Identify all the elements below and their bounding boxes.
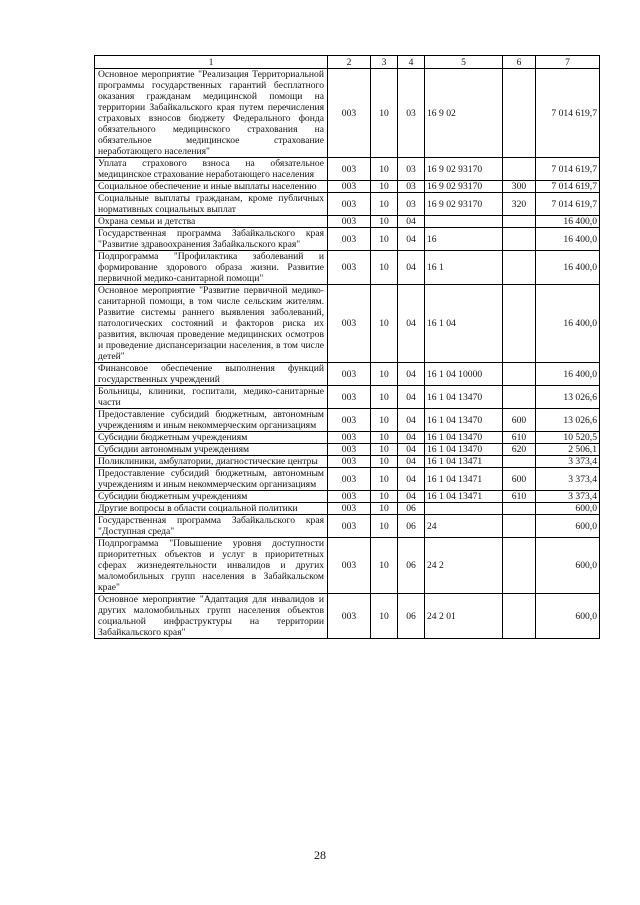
target-article-code: 16: [425, 228, 503, 251]
target-article-code: 16 1 04 10000: [425, 363, 503, 386]
expense-type-code: 610: [503, 491, 536, 503]
section-code: 10: [371, 216, 398, 228]
row-name: Поликлиники, амбулатории, диагностические центры: [95, 456, 328, 468]
column-header: 1: [95, 56, 328, 69]
target-article-code: 16 9 02 93170: [425, 193, 503, 216]
table-row: [95, 216, 600, 228]
target-article-code: 16 1 04 13470: [425, 444, 503, 456]
section-code: 10: [371, 158, 398, 181]
ministry-code: 003: [328, 491, 371, 503]
table-row: [95, 538, 600, 594]
expense-type-code: [503, 538, 536, 594]
table-row: [95, 444, 600, 456]
column-header: 3: [371, 56, 398, 69]
subsection-code: 04: [398, 491, 425, 503]
expense-type-code: [503, 285, 536, 363]
expense-type-code: 600: [503, 468, 536, 491]
target-article-code: 16 9 02: [425, 69, 503, 158]
table-row: [95, 468, 600, 491]
row-name: Охрана семьи и детства: [95, 216, 328, 228]
section-code: 10: [371, 503, 398, 515]
amount: 600,0: [536, 538, 600, 594]
ministry-code: 003: [328, 158, 371, 181]
target-article-code: 24 2 01: [425, 594, 503, 639]
table-row: [95, 285, 600, 363]
ministry-code: 003: [328, 228, 371, 251]
expense-type-code: 300: [503, 181, 536, 193]
table-row: [95, 69, 600, 158]
section-code: 10: [371, 251, 398, 285]
table-row: [95, 456, 600, 468]
ministry-code: 003: [328, 216, 371, 228]
page-number: 28: [314, 848, 326, 862]
ministry-code: 003: [328, 432, 371, 444]
row-name: Государственная программа Забайкальского края "Развитие здравоохранения Забайкальского края": [95, 228, 328, 251]
amount: 7 014 619,7: [536, 69, 600, 158]
expense-type-code: [503, 515, 536, 538]
expense-type-code: [503, 363, 536, 386]
expense-type-code: [503, 386, 536, 409]
ministry-code: 003: [328, 515, 371, 538]
row-name: Субсидии бюджетным учреждениям: [95, 432, 328, 444]
table-row: [95, 594, 600, 639]
table-row: [95, 228, 600, 251]
expense-type-code: 620: [503, 444, 536, 456]
section-code: 10: [371, 363, 398, 386]
ministry-code: 003: [328, 594, 371, 639]
expense-type-code: [503, 503, 536, 515]
column-header: 7: [536, 56, 600, 69]
subsection-code: 04: [398, 409, 425, 432]
table-row: [95, 386, 600, 409]
amount: 16 400,0: [536, 216, 600, 228]
table-row: [95, 363, 600, 386]
target-article-code: 16 1 04 13470: [425, 409, 503, 432]
amount: 600,0: [536, 594, 600, 639]
target-article-code: 16 1: [425, 251, 503, 285]
amount: 16 400,0: [536, 228, 600, 251]
target-article-code: 24: [425, 515, 503, 538]
section-code: 10: [371, 491, 398, 503]
row-name: Финансовое обеспечение выполнения функций государственных учреждений: [95, 363, 328, 386]
expense-type-code: [503, 69, 536, 158]
amount: 10 520,5: [536, 432, 600, 444]
ministry-code: 003: [328, 285, 371, 363]
amount: 2 506,1: [536, 444, 600, 456]
amount: 13 026,6: [536, 409, 600, 432]
subsection-code: 03: [398, 158, 425, 181]
amount: 16 400,0: [536, 285, 600, 363]
section-code: 10: [371, 386, 398, 409]
subsection-code: 04: [398, 285, 425, 363]
subsection-code: 06: [398, 515, 425, 538]
subsection-code: 04: [398, 216, 425, 228]
expense-type-code: [503, 594, 536, 639]
section-code: 10: [371, 228, 398, 251]
row-name: Основное мероприятие "Реализация Территориальной программы государственных гарантий бесплатного оказания гражданам медицинской помощи на территории Забайкальского края путем перечисления страховых взносов бюджету Федерального фонда обязательного медицинского страхования на обязательное медицинское страхование неработающего населения": [95, 69, 328, 158]
section-code: 10: [371, 285, 398, 363]
ministry-code: 003: [328, 409, 371, 432]
budget-table: [94, 55, 600, 639]
ministry-code: 003: [328, 69, 371, 158]
amount: 7 014 619,7: [536, 181, 600, 193]
row-name: Предоставление субсидий бюджетным, автономным учреждениям и иным некоммерческим организациям: [95, 468, 328, 491]
amount: 600,0: [536, 515, 600, 538]
amount: 16 400,0: [536, 251, 600, 285]
ministry-code: 003: [328, 251, 371, 285]
subsection-code: 04: [398, 456, 425, 468]
row-name: Другие вопросы в области социальной политики: [95, 503, 328, 515]
target-article-code: 16 1 04 13471: [425, 468, 503, 491]
target-article-code: 24 2: [425, 538, 503, 594]
amount: 600,0: [536, 503, 600, 515]
expense-type-code: [503, 251, 536, 285]
table-row: [95, 515, 600, 538]
row-name: Социальное обеспечение и иные выплаты населению: [95, 181, 328, 193]
row-name: Основное мероприятие "Адаптация для инвалидов и других маломобильных групп населения объектов социальной инфраструктуры на территории Забайкальского края": [95, 594, 328, 639]
section-code: 10: [371, 432, 398, 444]
table-row: [95, 503, 600, 515]
expense-type-code: 600: [503, 409, 536, 432]
subsection-code: 04: [398, 444, 425, 456]
ministry-code: 003: [328, 444, 371, 456]
row-name: Предоставление субсидий бюджетным, автономным учреждениям и иным некоммерческим организациям: [95, 409, 328, 432]
row-name: Государственная программа Забайкальского края "Доступная среда": [95, 515, 328, 538]
row-name: Уплата страхового взноса на обязательное медицинское страхование неработающего населения: [95, 158, 328, 181]
subsection-code: 04: [398, 363, 425, 386]
row-name: Субсидии автономным учреждениям: [95, 444, 328, 456]
section-code: 10: [371, 193, 398, 216]
ministry-code: 003: [328, 456, 371, 468]
column-header: 2: [328, 56, 371, 69]
section-code: 10: [371, 456, 398, 468]
target-article-code: 16 1 04: [425, 285, 503, 363]
section-code: 10: [371, 69, 398, 158]
table-row: [95, 181, 600, 193]
amount: 7 014 619,7: [536, 158, 600, 181]
subsection-code: 06: [398, 503, 425, 515]
target-article-code: 16 1 04 13470: [425, 386, 503, 409]
table-row: [95, 409, 600, 432]
table-row: [95, 432, 600, 444]
section-code: 10: [371, 538, 398, 594]
amount: 7 014 619,7: [536, 193, 600, 216]
ministry-code: 003: [328, 503, 371, 515]
subsection-code: 04: [398, 468, 425, 491]
expense-type-code: 610: [503, 432, 536, 444]
target-article-code: [425, 503, 503, 515]
target-article-code: 16 9 02 93170: [425, 181, 503, 193]
section-code: 10: [371, 181, 398, 193]
target-article-code: 16 1 04 13471: [425, 456, 503, 468]
subsection-code: 04: [398, 228, 425, 251]
subsection-code: 03: [398, 181, 425, 193]
table-body: [95, 69, 600, 639]
subsection-code: 04: [398, 386, 425, 409]
amount: 16 400,0: [536, 363, 600, 386]
amount: 13 026,6: [536, 386, 600, 409]
table-row: [95, 193, 600, 216]
subsection-code: 03: [398, 69, 425, 158]
section-code: 10: [371, 515, 398, 538]
table-row: [95, 251, 600, 285]
row-name: Основное мероприятие "Развитие первичной медико-санитарной помощи, в том числе сельским жителям. Развитие системы раннего выявления заболеваний, патологических состояний и факторов риска их развития, включая проведение медицинских осмотров и проведение диспансеризации населения, в том числе детей": [95, 285, 328, 363]
row-name: Подпрограмма "Профилактика заболеваний и формирование здорового образа жизни. Развитие первичной медико-санитарной помощи": [95, 251, 328, 285]
amount: 3 373,4: [536, 468, 600, 491]
subsection-code: 06: [398, 594, 425, 639]
column-header: 4: [398, 56, 425, 69]
expense-type-code: 320: [503, 193, 536, 216]
expense-type-code: [503, 228, 536, 251]
section-code: 10: [371, 409, 398, 432]
ministry-code: 003: [328, 468, 371, 491]
row-name: Подпрограмма "Повышение уровня доступности приоритетных объектов и услуг в приоритетных сферах жизнедеятельности инвалидов и других маломобильных групп населения в Забайкальском крае": [95, 538, 328, 594]
section-code: 10: [371, 444, 398, 456]
ministry-code: 003: [328, 386, 371, 409]
subsection-code: 03: [398, 193, 425, 216]
subsection-code: 06: [398, 538, 425, 594]
ministry-code: 003: [328, 193, 371, 216]
row-name: Субсидии бюджетным учреждениям: [95, 491, 328, 503]
target-article-code: 16 1 04 13471: [425, 491, 503, 503]
ministry-code: 003: [328, 538, 371, 594]
target-article-code: [425, 216, 503, 228]
expense-type-code: [503, 456, 536, 468]
section-code: 10: [371, 594, 398, 639]
ministry-code: 003: [328, 363, 371, 386]
row-name: Социальные выплаты гражданам, кроме публичных нормативных социальных выплат: [95, 193, 328, 216]
table-header-row: [95, 56, 600, 69]
expense-type-code: [503, 158, 536, 181]
table-row: [95, 491, 600, 503]
column-header: 5: [425, 56, 503, 69]
ministry-code: 003: [328, 181, 371, 193]
table-row: [95, 158, 600, 181]
amount: 3 373,4: [536, 456, 600, 468]
subsection-code: 04: [398, 432, 425, 444]
section-code: 10: [371, 468, 398, 491]
expense-type-code: [503, 216, 536, 228]
column-header: 6: [503, 56, 536, 69]
target-article-code: 16 1 04 13470: [425, 432, 503, 444]
row-name: Больницы, клиники, госпитали, медико-санитарные части: [95, 386, 328, 409]
amount: 3 373,4: [536, 491, 600, 503]
subsection-code: 04: [398, 251, 425, 285]
target-article-code: 16 9 02 93170: [425, 158, 503, 181]
